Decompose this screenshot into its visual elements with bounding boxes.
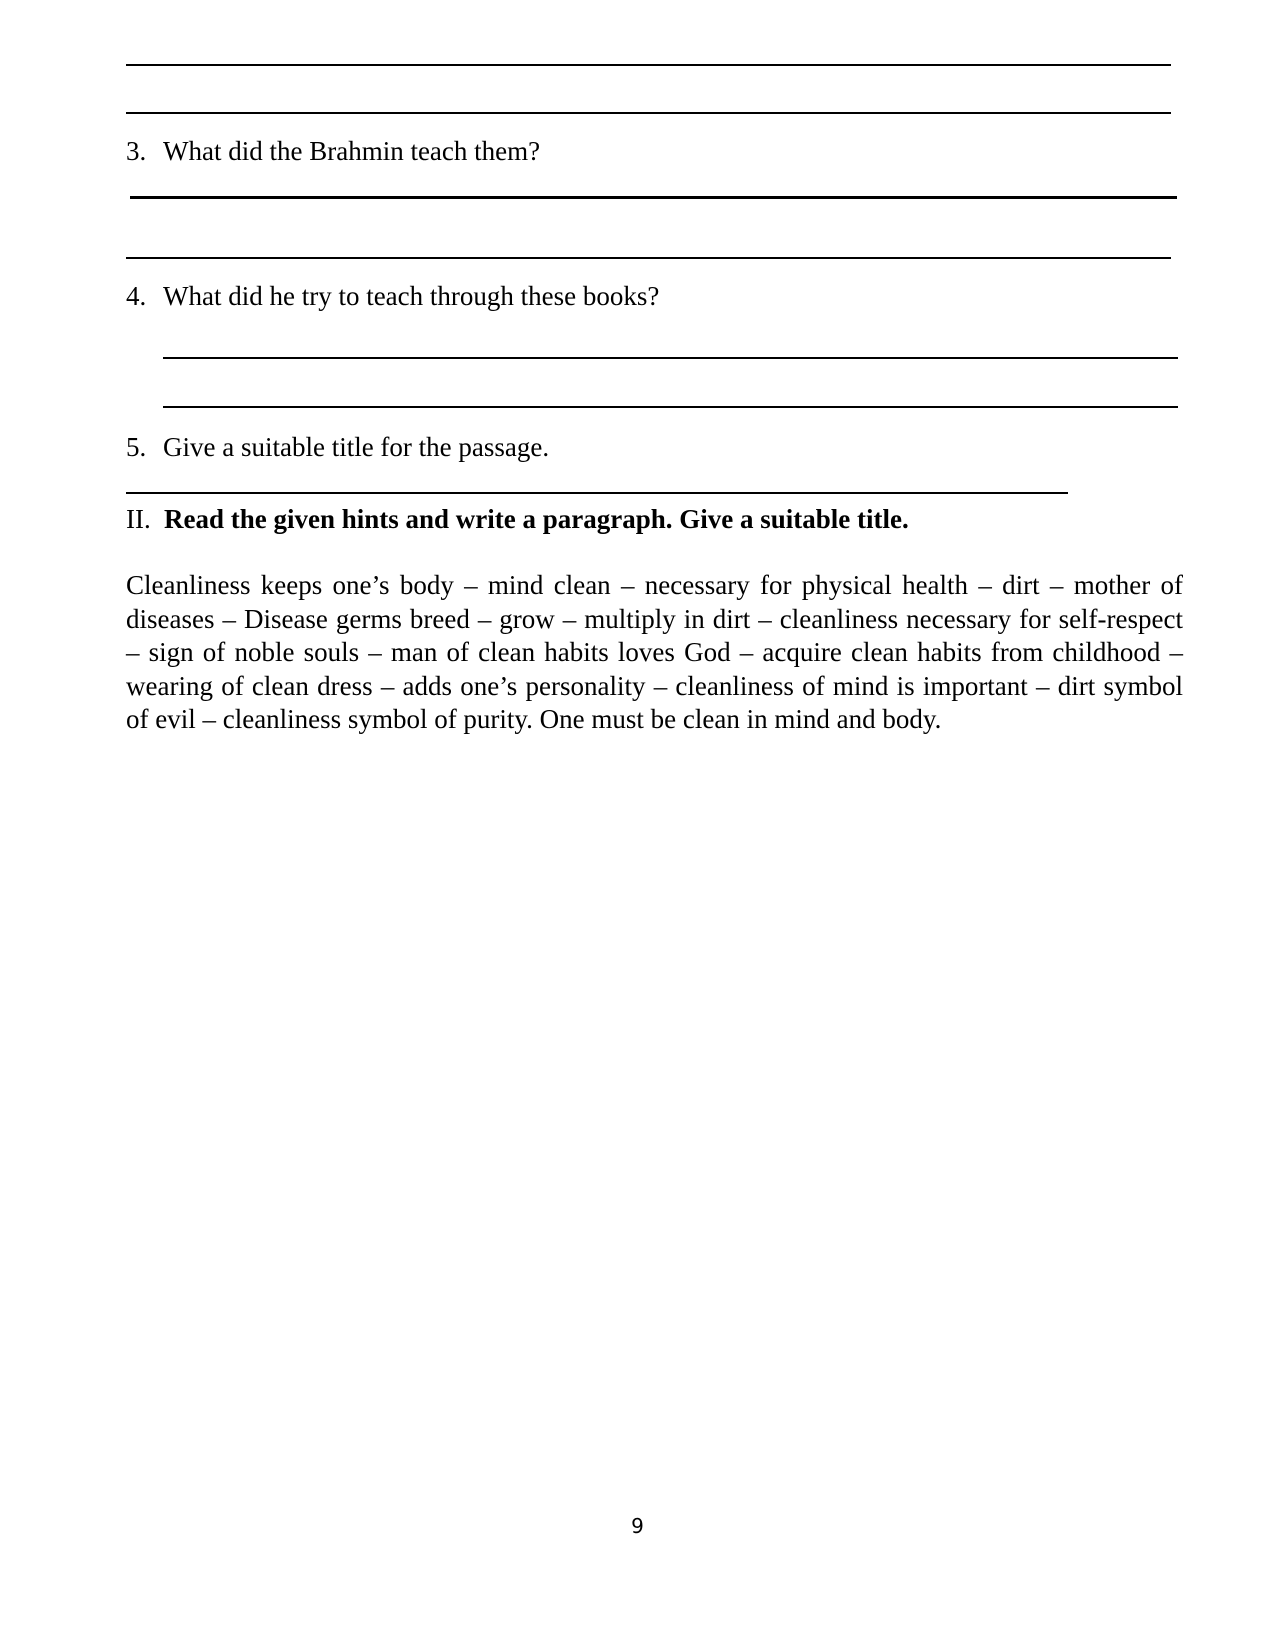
answer-line[interactable]	[130, 196, 1177, 199]
hints-paragraph: Cleanliness keeps one’s body – mind clean – necessary for physical health – dirt – mother of diseases – Disease germs breed – grow – multiply in dirt – cleanliness necessary for self-respect – sign of noble souls – man of clean habits loves God – acquire clean habits from childhood – wearing of clean dress – adds one’s personality – cleanliness of mind is important – dirt symbol of evil – cleanliness symbol of purity. One must be clean in mind and body.	[126, 570, 1183, 734]
answer-line[interactable]	[126, 257, 1171, 259]
answer-line[interactable]	[163, 406, 1178, 408]
question-5	[126, 431, 549, 463]
question-number: 5.	[126, 432, 147, 462]
section-title: Read the given hints and write a paragraph. Give a suitable title.	[164, 504, 909, 534]
page-number: 9	[631, 1514, 644, 1538]
question-4	[126, 280, 659, 312]
question-text: What did he try to teach through these books?	[163, 281, 660, 311]
answer-line[interactable]	[126, 64, 1171, 66]
section-numeral: II.	[126, 504, 151, 534]
question-text: What did the Brahmin teach them?	[163, 136, 541, 166]
question-3	[126, 135, 540, 167]
question-text: Give a suitable title for the passage.	[163, 432, 550, 462]
answer-line[interactable]	[126, 492, 1068, 494]
answer-line[interactable]	[126, 112, 1171, 114]
question-number: 3.	[126, 136, 147, 166]
answer-line[interactable]	[163, 357, 1178, 359]
question-number: 4.	[126, 281, 147, 311]
section-heading	[126, 503, 909, 535]
